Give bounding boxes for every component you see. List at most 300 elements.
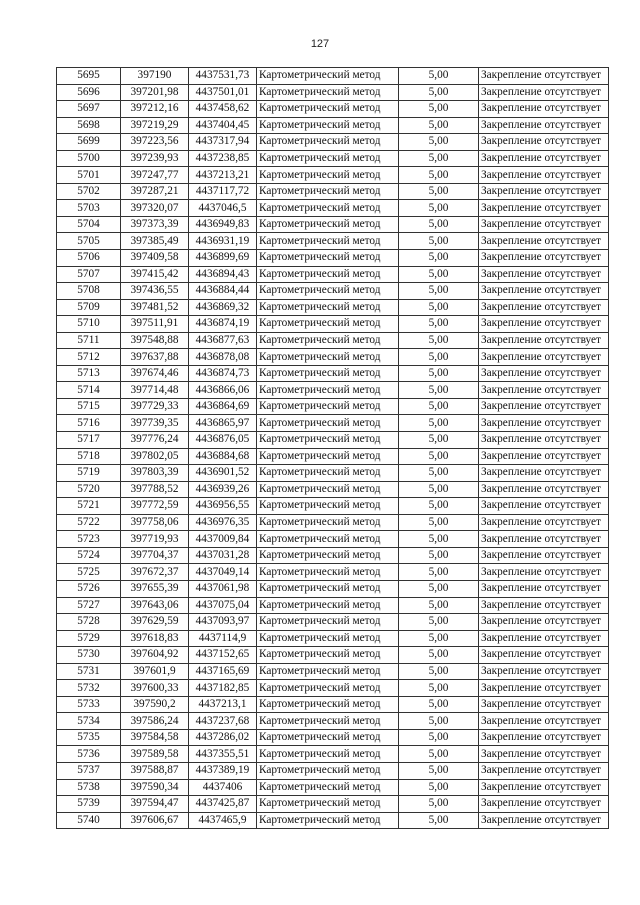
point-number-cell: 5700	[57, 150, 121, 167]
x-coordinate-cell: 397320,07	[121, 200, 189, 217]
x-coordinate-cell: 397674,46	[121, 365, 189, 382]
x-coordinate-cell: 397436,55	[121, 283, 189, 300]
fixation-cell: Закрепление отсутствует	[479, 382, 609, 399]
table-row	[57, 812, 609, 829]
x-coordinate-cell: 397201,98	[121, 84, 189, 101]
table-row	[57, 134, 609, 151]
point-number-cell: 5708	[57, 283, 121, 300]
table-row	[57, 415, 609, 432]
fixation-cell: Закрепление отсутствует	[479, 448, 609, 465]
coordinates-table	[56, 67, 609, 829]
fixation-cell: Закрепление отсутствует	[479, 183, 609, 200]
point-number-cell: 5739	[57, 796, 121, 813]
x-coordinate-cell: 397415,42	[121, 266, 189, 283]
x-coordinate-cell: 397239,93	[121, 150, 189, 167]
point-number-cell: 5717	[57, 432, 121, 449]
point-number-cell: 5710	[57, 316, 121, 333]
accuracy-cell: 5,00	[399, 696, 479, 713]
method-cell: Картометрический метод	[257, 134, 399, 151]
x-coordinate-cell: 397802,05	[121, 448, 189, 465]
accuracy-cell: 5,00	[399, 647, 479, 664]
point-number-cell: 5701	[57, 167, 121, 184]
y-coordinate-cell: 4437049,14	[189, 564, 257, 581]
fixation-cell: Закрепление отсутствует	[479, 729, 609, 746]
x-coordinate-cell: 397586,24	[121, 713, 189, 730]
accuracy-cell: 5,00	[399, 448, 479, 465]
coordinates-table-body	[57, 68, 609, 829]
method-cell: Картометрический метод	[257, 514, 399, 531]
x-coordinate-cell: 397247,77	[121, 167, 189, 184]
x-coordinate-cell: 397548,88	[121, 332, 189, 349]
accuracy-cell: 5,00	[399, 332, 479, 349]
point-number-cell: 5696	[57, 84, 121, 101]
x-coordinate-cell: 397604,92	[121, 647, 189, 664]
method-cell: Картометрический метод	[257, 150, 399, 167]
y-coordinate-cell: 4437117,72	[189, 183, 257, 200]
y-coordinate-cell: 4437425,87	[189, 796, 257, 813]
point-number-cell: 5712	[57, 349, 121, 366]
method-cell: Картометрический метод	[257, 167, 399, 184]
fixation-cell: Закрепление отсутствует	[479, 680, 609, 697]
accuracy-cell: 5,00	[399, 531, 479, 548]
fixation-cell: Закрепление отсутствует	[479, 514, 609, 531]
fixation-cell: Закрепление отсутствует	[479, 68, 609, 85]
method-cell: Картометрический метод	[257, 117, 399, 134]
table-row	[57, 663, 609, 680]
y-coordinate-cell: 4437031,28	[189, 547, 257, 564]
x-coordinate-cell: 397637,88	[121, 349, 189, 366]
table-row	[57, 796, 609, 813]
x-coordinate-cell: 397373,39	[121, 216, 189, 233]
x-coordinate-cell: 397788,52	[121, 481, 189, 498]
point-number-cell: 5719	[57, 465, 121, 482]
y-coordinate-cell: 4436884,68	[189, 448, 257, 465]
y-coordinate-cell: 4436876,05	[189, 432, 257, 449]
x-coordinate-cell: 397588,87	[121, 762, 189, 779]
y-coordinate-cell: 4437531,73	[189, 68, 257, 85]
accuracy-cell: 5,00	[399, 216, 479, 233]
point-number-cell: 5705	[57, 233, 121, 250]
table-row	[57, 398, 609, 415]
x-coordinate-cell: 397190	[121, 68, 189, 85]
point-number-cell: 5707	[57, 266, 121, 283]
fixation-cell: Закрепление отсутствует	[479, 233, 609, 250]
x-coordinate-cell: 397719,93	[121, 531, 189, 548]
method-cell: Картометрический метод	[257, 481, 399, 498]
x-coordinate-cell: 397618,83	[121, 630, 189, 647]
accuracy-cell: 5,00	[399, 316, 479, 333]
accuracy-cell: 5,00	[399, 117, 479, 134]
point-number-cell: 5726	[57, 580, 121, 597]
x-coordinate-cell: 397481,52	[121, 299, 189, 316]
fixation-cell: Закрепление отсутствует	[479, 796, 609, 813]
table-row	[57, 531, 609, 548]
fixation-cell: Закрепление отсутствует	[479, 117, 609, 134]
fixation-cell: Закрепление отсутствует	[479, 614, 609, 631]
y-coordinate-cell: 4437093,97	[189, 614, 257, 631]
fixation-cell: Закрепление отсутствует	[479, 564, 609, 581]
y-coordinate-cell: 4437501,01	[189, 84, 257, 101]
fixation-cell: Закрепление отсутствует	[479, 762, 609, 779]
x-coordinate-cell: 397601,9	[121, 663, 189, 680]
table-row	[57, 514, 609, 531]
table-row	[57, 183, 609, 200]
accuracy-cell: 5,00	[399, 614, 479, 631]
method-cell: Картометрический метод	[257, 564, 399, 581]
table-row	[57, 332, 609, 349]
y-coordinate-cell: 4437465,9	[189, 812, 257, 829]
method-cell: Картометрический метод	[257, 630, 399, 647]
point-number-cell: 5735	[57, 729, 121, 746]
x-coordinate-cell: 397287,21	[121, 183, 189, 200]
y-coordinate-cell: 4436878,08	[189, 349, 257, 366]
point-number-cell: 5740	[57, 812, 121, 829]
point-number-cell: 5709	[57, 299, 121, 316]
y-coordinate-cell: 4436864,69	[189, 398, 257, 415]
point-number-cell: 5716	[57, 415, 121, 432]
method-cell: Картометрический метод	[257, 233, 399, 250]
point-number-cell: 5715	[57, 398, 121, 415]
x-coordinate-cell: 397600,33	[121, 680, 189, 697]
x-coordinate-cell: 397729,33	[121, 398, 189, 415]
y-coordinate-cell: 4437009,84	[189, 531, 257, 548]
x-coordinate-cell: 397219,29	[121, 117, 189, 134]
accuracy-cell: 5,00	[399, 167, 479, 184]
fixation-cell: Закрепление отсутствует	[479, 547, 609, 564]
accuracy-cell: 5,00	[399, 365, 479, 382]
y-coordinate-cell: 4437046,5	[189, 200, 257, 217]
point-number-cell: 5718	[57, 448, 121, 465]
fixation-cell: Закрепление отсутствует	[479, 316, 609, 333]
accuracy-cell: 5,00	[399, 514, 479, 531]
point-number-cell: 5713	[57, 365, 121, 382]
accuracy-cell: 5,00	[399, 729, 479, 746]
fixation-cell: Закрепление отсутствует	[479, 283, 609, 300]
accuracy-cell: 5,00	[399, 200, 479, 217]
x-coordinate-cell: 397409,58	[121, 250, 189, 267]
x-coordinate-cell: 397584,58	[121, 729, 189, 746]
method-cell: Картометрический метод	[257, 762, 399, 779]
method-cell: Картометрический метод	[257, 647, 399, 664]
x-coordinate-cell: 397643,06	[121, 597, 189, 614]
point-number-cell: 5714	[57, 382, 121, 399]
table-row	[57, 746, 609, 763]
method-cell: Картометрический метод	[257, 398, 399, 415]
point-number-cell: 5720	[57, 481, 121, 498]
x-coordinate-cell: 397776,24	[121, 432, 189, 449]
fixation-cell: Закрепление отсутствует	[479, 216, 609, 233]
accuracy-cell: 5,00	[399, 432, 479, 449]
point-number-cell: 5704	[57, 216, 121, 233]
method-cell: Картометрический метод	[257, 796, 399, 813]
accuracy-cell: 5,00	[399, 382, 479, 399]
x-coordinate-cell: 397589,58	[121, 746, 189, 763]
table-row	[57, 382, 609, 399]
y-coordinate-cell: 4437389,19	[189, 762, 257, 779]
point-number-cell: 5723	[57, 531, 121, 548]
method-cell: Картометрический метод	[257, 316, 399, 333]
method-cell: Картометрический метод	[257, 432, 399, 449]
table-row	[57, 150, 609, 167]
y-coordinate-cell: 4437152,65	[189, 647, 257, 664]
table-row	[57, 167, 609, 184]
point-number-cell: 5736	[57, 746, 121, 763]
fixation-cell: Закрепление отсутствует	[479, 200, 609, 217]
table-row	[57, 84, 609, 101]
method-cell: Картометрический метод	[257, 580, 399, 597]
fixation-cell: Закрепление отсутствует	[479, 134, 609, 151]
y-coordinate-cell: 4436976,35	[189, 514, 257, 531]
point-number-cell: 5738	[57, 779, 121, 796]
point-number-cell: 5727	[57, 597, 121, 614]
fixation-cell: Закрепление отсутствует	[479, 663, 609, 680]
table-row	[57, 316, 609, 333]
y-coordinate-cell: 4436874,73	[189, 365, 257, 382]
y-coordinate-cell: 4436884,44	[189, 283, 257, 300]
y-coordinate-cell: 4436899,69	[189, 250, 257, 267]
y-coordinate-cell: 4437355,51	[189, 746, 257, 763]
y-coordinate-cell: 4436931,19	[189, 233, 257, 250]
fixation-cell: Закрепление отсутствует	[479, 531, 609, 548]
method-cell: Картометрический метод	[257, 250, 399, 267]
method-cell: Картометрический метод	[257, 663, 399, 680]
table-row	[57, 465, 609, 482]
fixation-cell: Закрепление отсутствует	[479, 167, 609, 184]
table-row	[57, 597, 609, 614]
table-row	[57, 432, 609, 449]
fixation-cell: Закрепление отсутствует	[479, 498, 609, 515]
method-cell: Картометрический метод	[257, 283, 399, 300]
point-number-cell: 5698	[57, 117, 121, 134]
y-coordinate-cell: 4436866,06	[189, 382, 257, 399]
y-coordinate-cell: 4437458,62	[189, 101, 257, 118]
fixation-cell: Закрепление отсутствует	[479, 597, 609, 614]
y-coordinate-cell: 4437406	[189, 779, 257, 796]
fixation-cell: Закрепление отсутствует	[479, 630, 609, 647]
accuracy-cell: 5,00	[399, 150, 479, 167]
accuracy-cell: 5,00	[399, 580, 479, 597]
fixation-cell: Закрепление отсутствует	[479, 432, 609, 449]
y-coordinate-cell: 4437286,02	[189, 729, 257, 746]
table-row	[57, 200, 609, 217]
y-coordinate-cell: 4437237,68	[189, 713, 257, 730]
y-coordinate-cell: 4437114,9	[189, 630, 257, 647]
method-cell: Картометрический метод	[257, 713, 399, 730]
table-row	[57, 547, 609, 564]
accuracy-cell: 5,00	[399, 84, 479, 101]
accuracy-cell: 5,00	[399, 481, 479, 498]
table-row	[57, 580, 609, 597]
fixation-cell: Закрепление отсутствует	[479, 696, 609, 713]
accuracy-cell: 5,00	[399, 250, 479, 267]
table-row	[57, 680, 609, 697]
method-cell: Картометрический метод	[257, 729, 399, 746]
table-row	[57, 365, 609, 382]
fixation-cell: Закрепление отсутствует	[479, 746, 609, 763]
point-number-cell: 5721	[57, 498, 121, 515]
method-cell: Картометрический метод	[257, 101, 399, 118]
table-row	[57, 101, 609, 118]
fixation-cell: Закрепление отсутствует	[479, 101, 609, 118]
y-coordinate-cell: 4436956,55	[189, 498, 257, 515]
point-number-cell: 5737	[57, 762, 121, 779]
table-row	[57, 250, 609, 267]
accuracy-cell: 5,00	[399, 101, 479, 118]
method-cell: Картометрический метод	[257, 183, 399, 200]
y-coordinate-cell: 4437061,98	[189, 580, 257, 597]
table-row	[57, 299, 609, 316]
table-row	[57, 762, 609, 779]
y-coordinate-cell: 4436939,26	[189, 481, 257, 498]
point-number-cell: 5731	[57, 663, 121, 680]
fixation-cell: Закрепление отсутствует	[479, 415, 609, 432]
accuracy-cell: 5,00	[399, 713, 479, 730]
method-cell: Картометрический метод	[257, 84, 399, 101]
table-row	[57, 266, 609, 283]
method-cell: Картометрический метод	[257, 349, 399, 366]
y-coordinate-cell: 4437404,45	[189, 117, 257, 134]
point-number-cell: 5697	[57, 101, 121, 118]
method-cell: Картометрический метод	[257, 680, 399, 697]
point-number-cell: 5730	[57, 647, 121, 664]
accuracy-cell: 5,00	[399, 283, 479, 300]
accuracy-cell: 5,00	[399, 762, 479, 779]
fixation-cell: Закрепление отсутствует	[479, 150, 609, 167]
y-coordinate-cell: 4437165,69	[189, 663, 257, 680]
method-cell: Картометрический метод	[257, 365, 399, 382]
point-number-cell: 5706	[57, 250, 121, 267]
y-coordinate-cell: 4436865,97	[189, 415, 257, 432]
accuracy-cell: 5,00	[399, 398, 479, 415]
method-cell: Картометрический метод	[257, 415, 399, 432]
fixation-cell: Закрепление отсутствует	[479, 398, 609, 415]
page-number: 127	[310, 38, 330, 50]
y-coordinate-cell: 4437075,04	[189, 597, 257, 614]
point-number-cell: 5695	[57, 68, 121, 85]
y-coordinate-cell: 4437182,85	[189, 680, 257, 697]
y-coordinate-cell: 4436949,83	[189, 216, 257, 233]
method-cell: Картометрический метод	[257, 382, 399, 399]
method-cell: Картометрический метод	[257, 465, 399, 482]
y-coordinate-cell: 4437213,1	[189, 696, 257, 713]
table-row	[57, 647, 609, 664]
fixation-cell: Закрепление отсутствует	[479, 250, 609, 267]
fixation-cell: Закрепление отсутствует	[479, 332, 609, 349]
point-number-cell: 5699	[57, 134, 121, 151]
accuracy-cell: 5,00	[399, 299, 479, 316]
x-coordinate-cell: 397803,39	[121, 465, 189, 482]
method-cell: Картометрический метод	[257, 266, 399, 283]
table-row	[57, 696, 609, 713]
y-coordinate-cell: 4436894,43	[189, 266, 257, 283]
y-coordinate-cell: 4437238,85	[189, 150, 257, 167]
x-coordinate-cell: 397739,35	[121, 415, 189, 432]
x-coordinate-cell: 397594,47	[121, 796, 189, 813]
fixation-cell: Закрепление отсутствует	[479, 266, 609, 283]
x-coordinate-cell: 397606,67	[121, 812, 189, 829]
fixation-cell: Закрепление отсутствует	[479, 580, 609, 597]
accuracy-cell: 5,00	[399, 233, 479, 250]
table-row	[57, 481, 609, 498]
fixation-cell: Закрепление отсутствует	[479, 84, 609, 101]
accuracy-cell: 5,00	[399, 547, 479, 564]
accuracy-cell: 5,00	[399, 266, 479, 283]
x-coordinate-cell: 397704,37	[121, 547, 189, 564]
table-row	[57, 630, 609, 647]
accuracy-cell: 5,00	[399, 68, 479, 85]
method-cell: Картометрический метод	[257, 531, 399, 548]
fixation-cell: Закрепление отсутствует	[479, 349, 609, 366]
point-number-cell: 5724	[57, 547, 121, 564]
x-coordinate-cell: 397511,91	[121, 316, 189, 333]
point-number-cell: 5703	[57, 200, 121, 217]
point-number-cell: 5729	[57, 630, 121, 647]
table-row	[57, 779, 609, 796]
table-row	[57, 68, 609, 85]
method-cell: Картометрический метод	[257, 779, 399, 796]
x-coordinate-cell: 397590,34	[121, 779, 189, 796]
accuracy-cell: 5,00	[399, 680, 479, 697]
method-cell: Картометрический метод	[257, 812, 399, 829]
y-coordinate-cell: 4436877,63	[189, 332, 257, 349]
fixation-cell: Закрепление отсутствует	[479, 465, 609, 482]
accuracy-cell: 5,00	[399, 663, 479, 680]
x-coordinate-cell: 397590,2	[121, 696, 189, 713]
accuracy-cell: 5,00	[399, 415, 479, 432]
point-number-cell: 5728	[57, 614, 121, 631]
method-cell: Картометрический метод	[257, 547, 399, 564]
point-number-cell: 5711	[57, 332, 121, 349]
table-row	[57, 349, 609, 366]
method-cell: Картометрический метод	[257, 200, 399, 217]
fixation-cell: Закрепление отсутствует	[479, 812, 609, 829]
x-coordinate-cell: 397758,06	[121, 514, 189, 531]
accuracy-cell: 5,00	[399, 183, 479, 200]
method-cell: Картометрический метод	[257, 68, 399, 85]
accuracy-cell: 5,00	[399, 630, 479, 647]
fixation-cell: Закрепление отсутствует	[479, 481, 609, 498]
x-coordinate-cell: 397672,37	[121, 564, 189, 581]
table-row	[57, 448, 609, 465]
accuracy-cell: 5,00	[399, 465, 479, 482]
method-cell: Картометрический метод	[257, 448, 399, 465]
point-number-cell: 5722	[57, 514, 121, 531]
x-coordinate-cell: 397655,39	[121, 580, 189, 597]
point-number-cell: 5733	[57, 696, 121, 713]
accuracy-cell: 5,00	[399, 498, 479, 515]
x-coordinate-cell: 397385,49	[121, 233, 189, 250]
accuracy-cell: 5,00	[399, 779, 479, 796]
method-cell: Картометрический метод	[257, 299, 399, 316]
accuracy-cell: 5,00	[399, 134, 479, 151]
x-coordinate-cell: 397629,59	[121, 614, 189, 631]
y-coordinate-cell: 4437317,94	[189, 134, 257, 151]
method-cell: Картометрический метод	[257, 746, 399, 763]
table-row	[57, 117, 609, 134]
accuracy-cell: 5,00	[399, 812, 479, 829]
accuracy-cell: 5,00	[399, 564, 479, 581]
method-cell: Картометрический метод	[257, 614, 399, 631]
y-coordinate-cell: 4436901,52	[189, 465, 257, 482]
accuracy-cell: 5,00	[399, 746, 479, 763]
table-row	[57, 729, 609, 746]
y-coordinate-cell: 4436869,32	[189, 299, 257, 316]
table-row	[57, 713, 609, 730]
method-cell: Картометрический метод	[257, 597, 399, 614]
method-cell: Картометрический метод	[257, 696, 399, 713]
table-row	[57, 564, 609, 581]
fixation-cell: Закрепление отсутствует	[479, 647, 609, 664]
